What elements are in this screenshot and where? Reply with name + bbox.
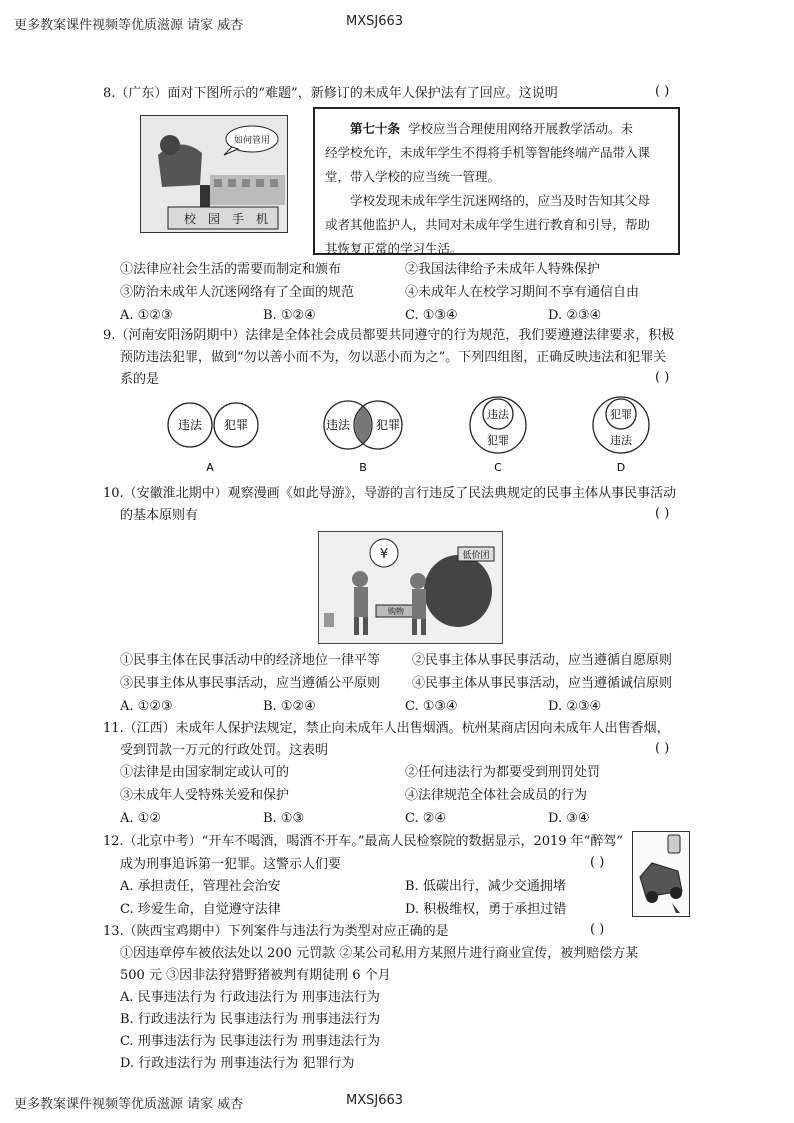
q8-sign-char-3: 手 <box>231 212 245 226</box>
q11-choice-a[interactable]: A. ①② <box>120 811 161 826</box>
yuan-icon: ¥ <box>379 547 389 562</box>
q13-stem-line-3: 500 元 ③因非法狩猎野猪被判有期徒刑 6 个月 <box>120 968 391 983</box>
q12-choice-c[interactable]: C. 珍爱生命，自觉遵守法律 <box>120 902 281 917</box>
q8-law-p2b: 或者其他监护人，共同对未成年学生进行教育和引导，帮助 <box>325 217 651 232</box>
q8-cartoon-illustration <box>140 115 288 233</box>
q11-statement-1: ①法律是由国家制定或认可的 <box>120 765 290 780</box>
q9-b-label: B <box>359 461 367 474</box>
q8-choice-a[interactable]: A. ①②③ <box>120 308 173 323</box>
q9-diagrams <box>160 392 670 478</box>
q10-choice-d[interactable]: D. ②③④ <box>548 699 602 714</box>
q9-stem-line-2: 预防违法犯罪，做到“勿以善小而不为，勿以恶小而为之”。下列四组图，正确反映违法和犯罪关 <box>120 350 667 365</box>
q9-b-left: 违法 <box>325 418 351 432</box>
q8-choice-b[interactable]: B. ①②④ <box>263 308 316 323</box>
q9-d-outer: 违法 <box>610 434 632 447</box>
q8-statement-4: ④未成年人在校学习期间不享有通信自由 <box>405 285 640 300</box>
q9-stem-line-3: 系的是 <box>120 372 160 387</box>
q10-answer-blank: ( ) <box>655 506 670 521</box>
q10-statement-3: ③民事主体从事民事活动，应当遵循公平原则 <box>120 676 381 691</box>
q12-cartoon-illustration <box>632 831 690 917</box>
q12-answer-blank: ( ) <box>590 855 605 870</box>
q11-statement-3: ③未成年人受特殊关爱和保护 <box>120 788 290 803</box>
q10-bag-label: 低价团 <box>462 551 490 561</box>
q9-stem-line-1: 9.（河南安阳汤阴期中）法律是全体社会成员都要共同遵守的行为规范，我们要遵遵法律要求，积极 <box>103 328 675 343</box>
q12-choice-a[interactable]: A. 承担责任，管理社会治安 <box>120 879 281 894</box>
q9-a-right: 犯罪 <box>223 418 249 432</box>
q8-statement-1: ①法律应社会生活的需要而制定和颁布 <box>120 262 342 277</box>
q9-answer-blank: ( ) <box>655 370 670 385</box>
q10-choice-a[interactable]: A. ①②③ <box>120 699 173 714</box>
q9-d-label: D <box>616 461 626 474</box>
footer-text: 更多教案课件视频等优质滋源 请家 威杏 <box>14 1097 244 1112</box>
q10-cartoon <box>318 531 503 644</box>
q11-stem-line-1: 11.（江西）未成年人保护法规定，禁止向未成年人出售烟酒。杭州某商店因向未成年人出售香烟， <box>103 721 670 736</box>
q8-law-excerpt <box>313 107 680 255</box>
q12-stem-line-1: 12.（北京中考）“开车不喝酒，喝酒不开车。”最高人民检察院的数据显示，2019 年“醉驾” <box>103 834 623 849</box>
q9-d-inner: 犯罪 <box>610 408 632 421</box>
q12-choice-b[interactable]: B. 低碳出行，减少交通拥堵 <box>405 879 566 894</box>
q11-answer-blank: ( ) <box>655 741 670 756</box>
q9-diagram-b[interactable] <box>324 401 402 474</box>
q8-law-paragraph-1 <box>325 117 668 141</box>
q12-stem-line-2: 成为刑事追诉第一犯罪。这警示人们要 <box>120 857 342 872</box>
q9-diagram-d[interactable] <box>593 397 649 474</box>
q8-law-p1a: 学校应当合理使用网络开展教学活动。未 <box>407 121 633 136</box>
q9-b-right: 犯罪 <box>375 418 401 432</box>
q8-statement-2: ②我国法律给予未成年人特殊保护 <box>405 262 601 277</box>
q9-a-label: A <box>206 461 214 474</box>
q8-cartoon <box>140 115 288 233</box>
q10-statement-1: ①民事主体在民事活动中的经济地位一律平等 <box>120 653 381 668</box>
q11-choice-b[interactable]: B. ①③ <box>263 811 305 826</box>
q9-a-left: 违法 <box>177 418 203 432</box>
q8-sign-char-4: 机 <box>255 212 269 226</box>
q8-law-p2c: 其恢复正常的学习生活。 <box>325 241 463 256</box>
q8-sign-char-2: 园 <box>207 212 221 226</box>
page-footer <box>14 1093 243 1112</box>
q13-choice-c[interactable]: C. 刑事违法行为 民事违法行为 刑事违法行为 <box>120 1034 381 1049</box>
q8-law-p1c: 堂，带入学校的应当统一管理。 <box>325 169 501 184</box>
q10-cartoon-illustration <box>318 531 503 644</box>
q9-diagram-a[interactable] <box>168 403 258 474</box>
q11-stem-line-2: 受到罚款一万元的行政处罚。这表明 <box>120 743 329 758</box>
q10-statement-2: ②民事主体从事民事活动，应当遵循自愿原则 <box>412 653 673 668</box>
footer-code: MXSJ663 <box>346 1093 404 1108</box>
q11-statement-2: ②任何违法行为都要受到刑罚处罚 <box>405 765 601 780</box>
page-header <box>14 14 243 33</box>
q10-flag-label: 购物 <box>388 607 404 616</box>
q8-choice-c[interactable]: C. ①③④ <box>405 308 458 323</box>
q9-c-label: C <box>494 461 502 474</box>
q10-stem-line-2: 的基本原则有 <box>120 508 199 523</box>
q8-law-title: 第七十条 <box>350 121 401 136</box>
header-text: 更多教案课件视频等优质滋源 请家 威杏 <box>14 18 244 33</box>
q9-c-inner: 违法 <box>487 408 509 421</box>
q10-choice-b[interactable]: B. ①②④ <box>263 699 316 714</box>
q13-choice-b[interactable]: B. 行政违法行为 民事违法行为 刑事违法行为 <box>120 1012 381 1027</box>
header-code: MXSJ663 <box>346 14 404 29</box>
q8-sign-char-1: 校 <box>183 212 197 226</box>
q8-law-p1b: 经学校允许，未成年学生不得将手机等智能终端产品带入课 <box>325 145 651 160</box>
q9-c-outer: 犯罪 <box>487 434 509 447</box>
q13-answer-blank: ( ) <box>590 922 605 937</box>
q10-statement-4: ④民事主体从事民事活动，应当遵循诚信原则 <box>412 676 673 691</box>
q12-drunk-driving-cartoon <box>632 831 690 917</box>
q10-stem-line-1: 10.（安徽淮北期中）观察漫画《如此导游》，导游的言行违反了民法典规定的民事主体从事民事活动 <box>103 486 677 501</box>
q8-stem: 8.（广东）面对下图所示的“难题”，新修订的未成年人保护法有了回应。这说明 <box>103 86 558 101</box>
q13-stem-line-2: ①因违章停车被依法处以 200 元罚款 ②某公司私用方某照片进行商业宣传，被判赔偿方某 <box>120 946 639 961</box>
q9-diagram-c[interactable] <box>470 397 526 474</box>
q11-choice-d[interactable]: D. ③④ <box>548 811 590 826</box>
q10-choice-c[interactable]: C. ①③④ <box>405 699 458 714</box>
q8-statement-3: ③防治未成年人沉迷网络有了全面的规范 <box>120 285 355 300</box>
q12-choice-d[interactable]: D. 积极维权，勇于承担过错 <box>405 902 567 917</box>
q11-statement-4: ④法律规范全体社会成员的行为 <box>405 788 588 803</box>
q8-answer-blank: ( ) <box>655 84 670 99</box>
q8-law-p2a: 学校发现未成年学生沉迷网络的，应当及时告知其父母 <box>350 193 651 208</box>
q11-choice-c[interactable]: C. ②④ <box>405 811 447 826</box>
q8-cartoon-bubble: 如何管用 <box>233 136 271 146</box>
q8-choice-d[interactable]: D. ②③④ <box>548 308 602 323</box>
q13-choice-d[interactable]: D. 行政违法行为 刑事违法行为 犯罪行为 <box>120 1056 355 1071</box>
q13-choice-a[interactable]: A. 民事违法行为 行政违法行为 刑事违法行为 <box>120 990 380 1005</box>
q13-stem-line-1: 13.（陕西宝鸡期中）下列案件与违法行为类型对应正确的是 <box>103 924 449 939</box>
